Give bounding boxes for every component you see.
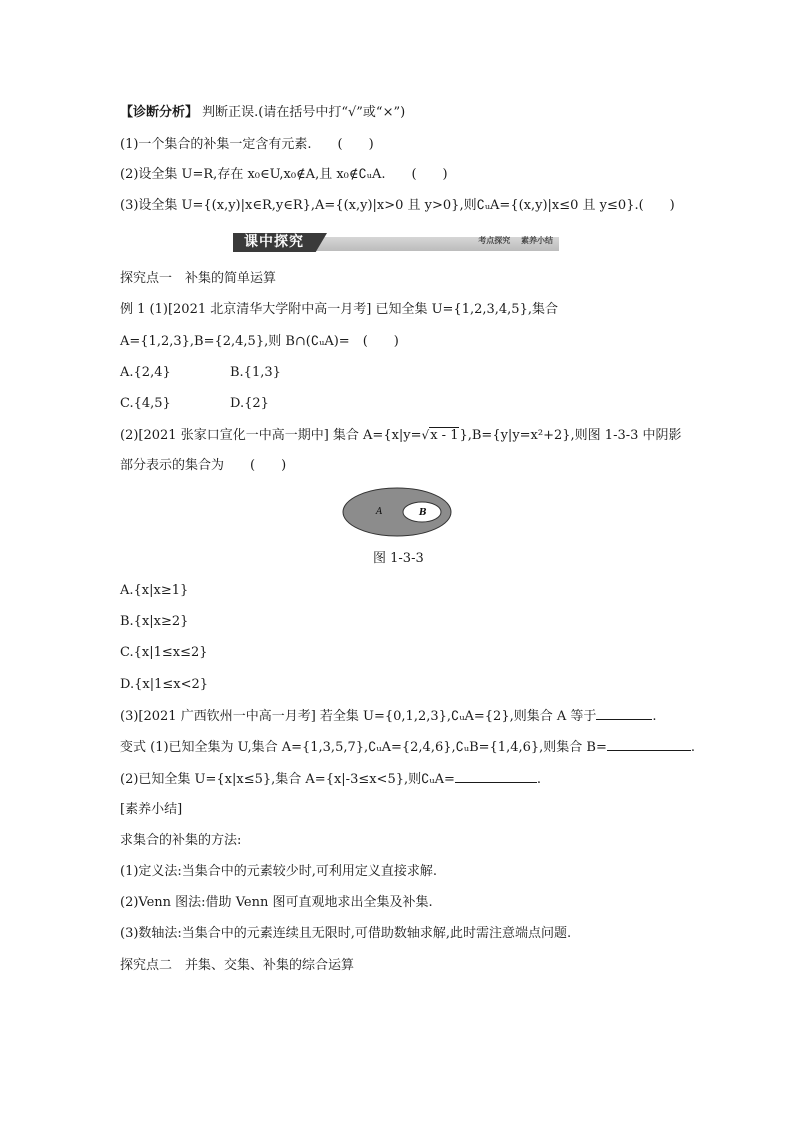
diagnosis-item-1: (1)一个集合的补集一定含有元素. ( ) bbox=[120, 137, 374, 152]
example2-text-pre: (2)[2021 张家口宣化一中高一期中] 集合 A={x|y= bbox=[120, 428, 422, 443]
summary-heading: [素养小结] bbox=[120, 802, 183, 817]
example1-option-a: A.{2,4} bbox=[120, 365, 171, 380]
diagnosis-instruction: 判断正误.(请在括号中打“√”或“×”) bbox=[202, 105, 406, 120]
sqrt-radicand: x - 1 bbox=[430, 428, 459, 443]
variant1: 变式 (1)已知全集为 U,集合 A={1,3,5,7},∁ᵤA={2,4,6},∁ᵤB={1,4,6},则集合 B= . bbox=[120, 740, 696, 755]
banner-tag-summary: 素养小结 bbox=[521, 236, 553, 245]
example2-option-b: B.{x|x≥2} bbox=[120, 614, 189, 629]
example2-line1: (2)[2021 张家口宣化一中高一期中] 集合 A={x|y=√x - 1},B={y|y=x²+2},则图 1-3-3 中阴影 bbox=[120, 428, 682, 443]
diagnosis-item-2: (2)设全集 U=R,存在 x₀∈U,x₀∉A,且 x₀∉∁ᵤA. ( ) bbox=[120, 167, 448, 182]
section2-title: 探究点二 并集、交集、补集的综合运算 bbox=[120, 958, 355, 973]
answer-blank bbox=[607, 738, 691, 751]
variant1-text: 变式 (1)已知全集为 U,集合 A={1,3,5,7},∁ᵤA={2,4,6},∁ᵤB={1,4,6},则集合 B= bbox=[120, 740, 607, 755]
section1-title: 探究点一 补集的简单运算 bbox=[120, 271, 277, 286]
section-banner bbox=[233, 233, 559, 252]
example2-text-post: },B={y|y=x²+2},则图 1-3-3 中阴影 bbox=[459, 428, 682, 443]
venn-diagram bbox=[342, 487, 452, 537]
variant2-text: (2)已知全集 U={x|x≤5},集合 A={x|-3≤x<5},则∁ᵤA= bbox=[120, 772, 455, 787]
example1-option-d: D.{2} bbox=[230, 396, 269, 411]
method-1: (1)定义法:当集合中的元素较少时,可利用定义直接求解. bbox=[120, 864, 438, 879]
example1-line2: A={1,2,3},B={2,4,5},则 B∩(∁ᵤA)= ( ) bbox=[120, 334, 399, 349]
example2-option-d: D.{x|1≤x<2} bbox=[120, 677, 209, 692]
example2-option-c: C.{x|1≤x≤2} bbox=[120, 645, 208, 660]
answer-blank bbox=[455, 770, 537, 783]
answer-blank bbox=[596, 707, 652, 720]
method-2: (2)Venn 图法:借助 Venn 图可直观地求出全集及补集. bbox=[120, 895, 433, 910]
banner-title: 课中探究 bbox=[244, 234, 304, 250]
example3-text: (3)[2021 广西钦州一中高一月考] 若全集 U={0,1,2,3},∁ᵤA={2},则集合 A 等于 bbox=[120, 709, 597, 724]
diagnosis-heading: 【诊断分析】 bbox=[120, 105, 199, 120]
example1-option-b: B.{1,3} bbox=[230, 365, 281, 380]
banner-tag-explore: 考点探究 bbox=[478, 236, 511, 245]
example2-line2: 部分表示的集合为 ( ) bbox=[120, 458, 287, 473]
diagnosis-header bbox=[120, 104, 405, 122]
figure-caption: 图 1-3-3 bbox=[373, 551, 424, 566]
banner-tags bbox=[470, 236, 553, 246]
example1-line1: 例 1 (1)[2021 北京清华大学附中高一月考] 已知全集 U={1,2,3,4,5},集合 bbox=[120, 302, 558, 317]
venn-label-b: B bbox=[419, 508, 427, 518]
example2-option-a: A.{x|x≥1} bbox=[120, 583, 189, 598]
method-3: (3)数轴法:当集合中的元素连续且无限时,可借助数轴求解,此时需注意端点问题. bbox=[120, 926, 572, 941]
venn-label-a: A bbox=[376, 507, 383, 517]
variant2: (2)已知全集 U={x|x≤5},集合 A={x|-3≤x<5},则∁ᵤA= . bbox=[120, 772, 542, 787]
example3: (3)[2021 广西钦州一中高一月考] 若全集 U={0,1,2,3},∁ᵤA={2},则集合 A 等于 . bbox=[120, 709, 657, 724]
summary-intro: 求集合的补集的方法: bbox=[120, 833, 242, 848]
example1-option-c: C.{4,5} bbox=[120, 396, 171, 411]
diagnosis-item-3: (3)设全集 U={(x,y)|x∈R,y∈R},A={(x,y)|x>0 且 y>0},则∁ᵤA={(x,y)|x≤0 且 y≤0}.( ) bbox=[120, 198, 675, 213]
